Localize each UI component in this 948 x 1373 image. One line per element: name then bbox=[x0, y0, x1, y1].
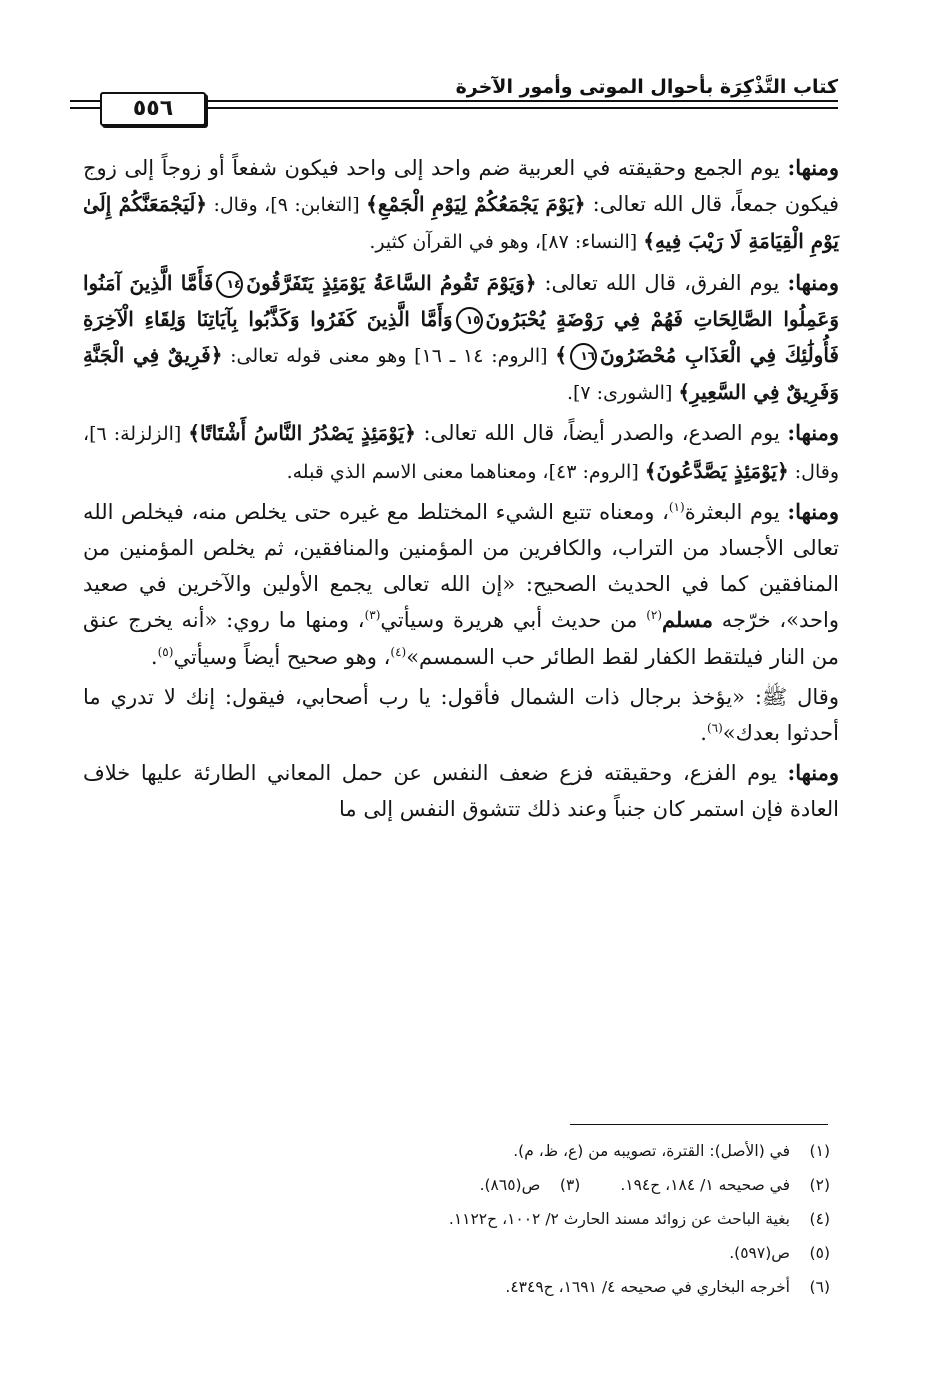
footnote-text: أخرجه البخاري في صحيحه ٤/ ١٦٩١، ح٤٣٤٩. bbox=[505, 1278, 790, 1296]
paragraph-lead: ومنها: bbox=[787, 269, 839, 295]
quran-verse: ﴿يَوْمَئِذٍ يَصَّدَّعُونَ﴾ bbox=[644, 458, 789, 483]
footnote-text: بغية الباحث عن زوائد مسند الحارث ٢/ ١٠٠٢، ح١١٢٢. bbox=[448, 1210, 790, 1228]
paragraph-text: يوم الجمع وحقيقته في العربية ضم واحد إلى واحد فيكون شفعاً أو زوجاً إلى زوج فيكون جمعاً، قال الله تعالى: bbox=[83, 156, 839, 217]
page-number: ٥٥٦ bbox=[100, 92, 206, 126]
verse-reference: [الزلزلة: ٦]، وقال: bbox=[83, 423, 839, 483]
quran-verse: فَأَمَّا الَّذِينَ آمَنُوا وَعَمِلُوا الصَّالِحَاتِ فَهُمْ فِي رَوْضَةٍ يُحْبَرُونَ bbox=[83, 270, 839, 331]
paragraph bbox=[83, 265, 839, 412]
paragraph-text: . bbox=[700, 721, 707, 746]
ayah-number-mark: ١٦ bbox=[570, 343, 597, 370]
footnote-marker[interactable]: (٢) bbox=[646, 608, 663, 623]
running-header bbox=[70, 62, 838, 122]
footnote-number: (٢) bbox=[809, 1176, 830, 1194]
paragraph bbox=[83, 755, 839, 827]
paragraph-lead: ومنها: bbox=[787, 498, 839, 524]
footnote-text: ص(٥٩٧). bbox=[729, 1244, 790, 1262]
verse-reference: [الروم: ٤٣]، ومعناهما معنى الاسم الذي قبله. bbox=[286, 460, 645, 483]
ayah-number-mark: ١٥ bbox=[456, 307, 483, 334]
paragraph bbox=[83, 415, 839, 489]
footnote bbox=[200, 1168, 830, 1202]
paragraph-bold: مسلم bbox=[662, 607, 713, 633]
footnote-text: في صحيحه ١/ ١٨٤، ح١٩٤. bbox=[620, 1176, 790, 1194]
verse-reference: [النساء: ٨٧]، وهو في القرآن كثير. bbox=[369, 231, 644, 254]
quran-verse: ﴿فَرِيقٌ فِي الْجَنَّةِ وَفَرِيقٌ فِي السَّعِيرِ﴾ bbox=[83, 343, 839, 405]
footnote-marker[interactable]: (٥) bbox=[157, 644, 174, 659]
ayah-number-mark: ١٤ bbox=[216, 271, 243, 298]
paragraph bbox=[83, 494, 839, 675]
quran-verse: ﴿يَوْمَئِذٍ يَصْدُرُ النَّاسُ أَشْتَاتًا﴾ bbox=[188, 421, 416, 446]
paragraph-text: ، وهو صحيح أيضاً وسيأتي bbox=[173, 644, 391, 669]
verse-reference: [التغابن: ٩]، وقال: bbox=[207, 194, 367, 217]
footnote-marker[interactable]: (٤) bbox=[390, 644, 407, 659]
book-title: كتاب التَّذْكِرَة بأحوال الموتى وأمور الآخرة bbox=[455, 76, 838, 98]
paragraph-text: ، ومنها ما روي: «أنه يخرج عنق من النار فيلتقط الكفار لقط الطائر حب السمسم» bbox=[83, 608, 839, 669]
footnote-marker[interactable]: (٦) bbox=[706, 721, 723, 736]
paragraph-text: يوم الصدع، والصدر أيضاً، قال الله تعالى: bbox=[415, 421, 788, 446]
main-text bbox=[83, 150, 839, 828]
paragraph bbox=[83, 150, 839, 261]
footnote bbox=[200, 1236, 830, 1270]
paragraph-lead: ومنها: bbox=[787, 760, 839, 786]
paragraph-text: يوم الفزع، وحقيقته فزع ضعف النفس عن حمل المعاني الطارئة عليها خلاف العادة فإن استمر كان جنباً وعند ذلك تتشوق النفس إلى ما bbox=[83, 761, 839, 822]
footnote-marker[interactable]: (٣) bbox=[364, 608, 381, 623]
paragraph-lead: ومنها: bbox=[787, 420, 839, 446]
footnote bbox=[200, 1202, 830, 1236]
footnote-number: (١) bbox=[809, 1142, 830, 1160]
paragraph-lead: ومنها: bbox=[787, 155, 839, 180]
verse-reference: [الروم: ١٤ ـ ١٦] وهو معنى قوله تعالى: bbox=[222, 345, 556, 368]
footnote-number: (٤) bbox=[809, 1210, 830, 1228]
quran-verse: ﴿وَيَوْمَ تَقُومُ السَّاعَةُ يَوْمَئِذٍ يَتَفَرَّقُونَ bbox=[246, 270, 537, 295]
footnote-number: (٥) bbox=[809, 1244, 830, 1262]
footnote-separator bbox=[570, 1124, 828, 1125]
verse-reference: [الشورى: ٧]. bbox=[566, 382, 679, 405]
footnote-number: (٦) bbox=[809, 1278, 830, 1296]
footnote-number: (٣) bbox=[559, 1176, 581, 1194]
footnotes bbox=[200, 1134, 830, 1304]
quran-verse: ﴿لَيَجْمَعَنَّكُمْ إِلَىٰ يَوْمِ الْقِيَامَةِ لَا رَيْبَ فِيهِ﴾ bbox=[83, 192, 839, 254]
paragraph-text: يوم البعثرة bbox=[684, 499, 788, 524]
quran-verse: وَأَمَّا الَّذِينَ كَفَرُوا وَكَذَّبُوا بِآيَاتِنَا وَلِقَاءِ الْآخِرَةِ فَأُولَٰئِكَ فِي الْعَذَابِ مُحْضَرُونَ bbox=[83, 306, 839, 368]
paragraph bbox=[83, 679, 839, 751]
footnote-marker[interactable]: (١) bbox=[668, 499, 685, 514]
quran-verse: ﴾ bbox=[555, 343, 567, 368]
paragraph-text: من حديث أبي هريرة وسيأتي bbox=[380, 608, 647, 633]
footnote bbox=[200, 1270, 830, 1304]
footnote-text: في (الأصل): القترة، تصويبه من (ع، ظ، م). bbox=[513, 1142, 790, 1160]
footnote bbox=[200, 1134, 830, 1168]
paragraph-text: يوم الفرق، قال الله تعالى: bbox=[536, 270, 788, 295]
paragraph-text: . bbox=[150, 644, 158, 669]
footnote-text: ص(٨٦٥). bbox=[479, 1176, 541, 1194]
paragraph-text: وقال ﷺ: «يؤخذ برجال ذات الشمال فأقول: يا رب أصحابي، فيقول: إنك لا تدري ما أحدثوا بعدك» bbox=[83, 684, 839, 746]
paragraph-text: ، ومعناه تتبع الشيء المختلط مع غيره حتى يخلص منه، فيخلص الله تعالى الأجساد من التراب، والكافرين من المؤمنين والمنافقين، ثم يخلص المؤمنين من المنافقين كما في الحديث الصحيح: «إن الله تعالى يجمع الأولين والآخرين في صعيد واحد»، خرّجه bbox=[83, 499, 839, 633]
quran-verse: ﴿يَوْمَ يَجْمَعُكُمْ لِيَوْمِ الْجَمْعِ﴾ bbox=[366, 192, 586, 217]
